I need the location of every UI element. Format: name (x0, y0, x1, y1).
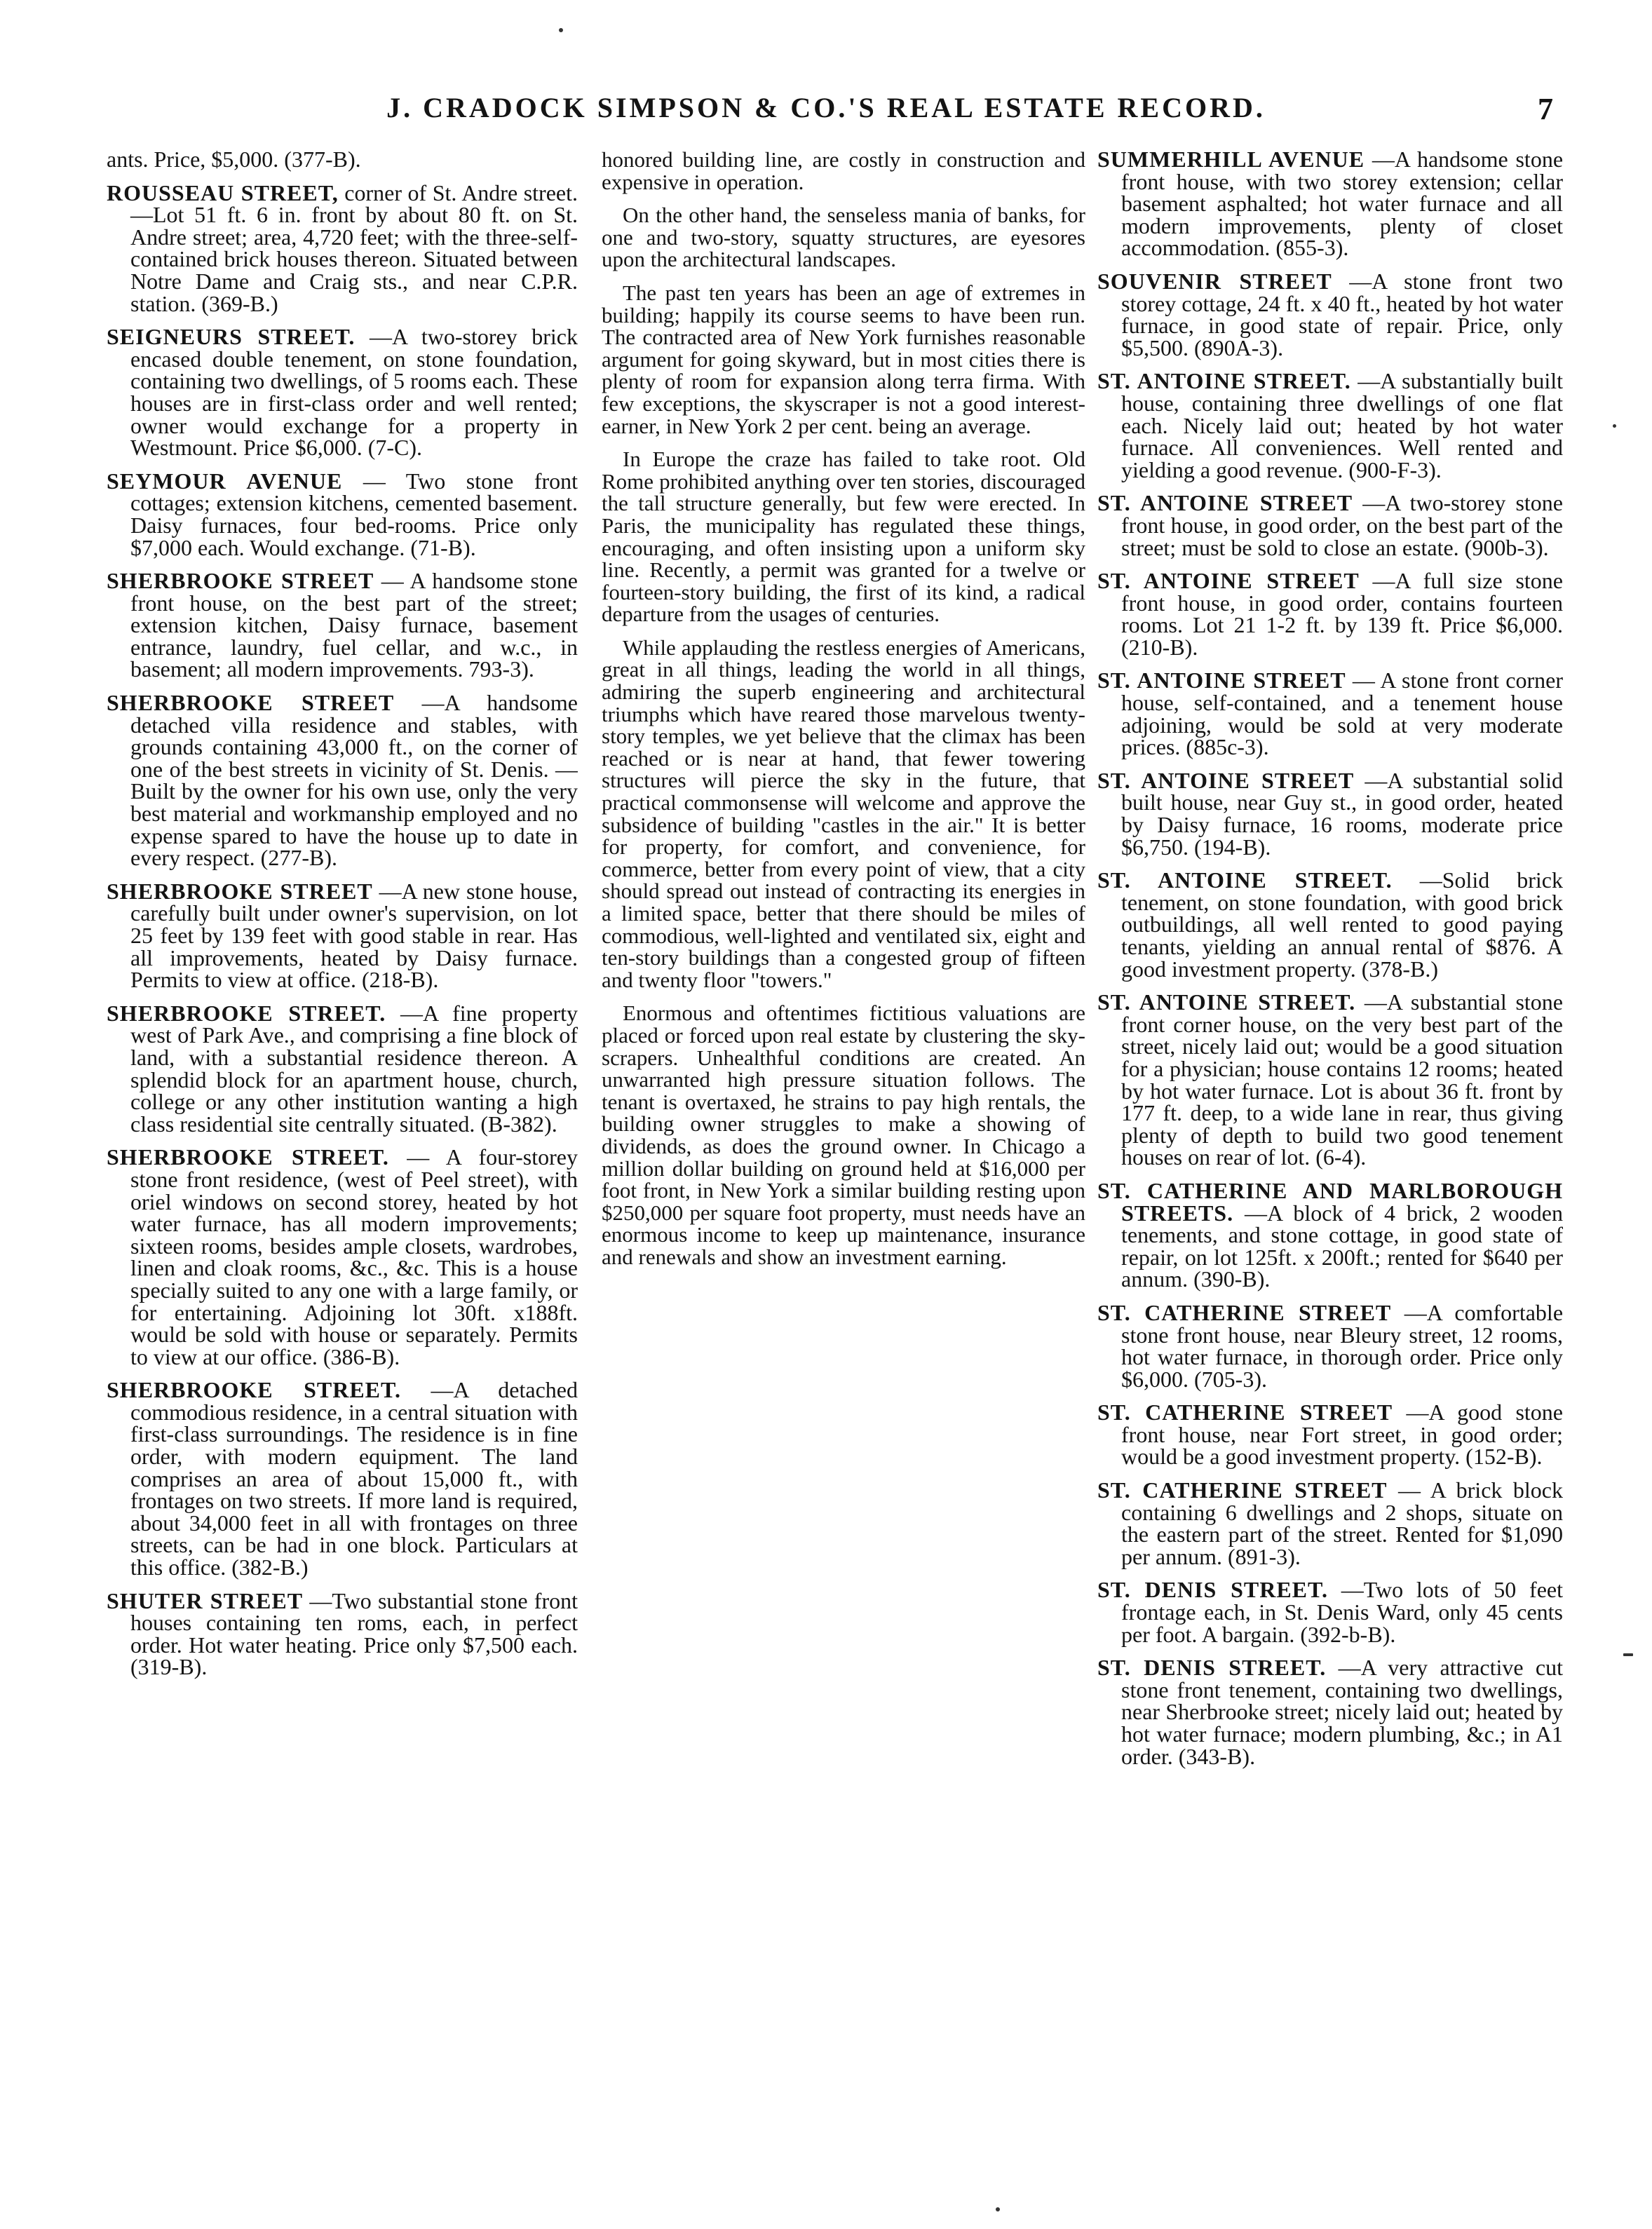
listing-text: ants. Price, $5,000. (377-B). (107, 149, 361, 172)
column-right (1097, 149, 1563, 2196)
listing-text: —A handsome stone front house, with two storey extension; cellar basement asphalted; hot water furnace and all modern improvements, plenty of closet accommodation. (855-3). (1121, 149, 1563, 261)
listing-entry (107, 1000, 578, 1137)
street-name: SHUTER STREET (107, 1587, 304, 1613)
listing-entry (107, 878, 578, 993)
listing-entry (1097, 767, 1563, 860)
listing-text: —A handsome detached villa residence and stables, with grounds containing 43,000 ft., on the corner of one of the best streets in vicinity of St. Denis. —Built by the owner for his own use, only the very best material and workmanship employed and no expense spared to have the house up to date in every respect. (277-B). (130, 690, 578, 871)
street-name: SHERBROOKE STREET (107, 878, 373, 904)
running-title: J. CRADOCK SIMPSON & CO.'S REAL ESTATE RECORD. (386, 92, 1266, 123)
article-paragraph: honored building line, are costly in construction and expensive in operation. (602, 149, 1085, 194)
article-paragraph: In Europe the craze has failed to take root. Old Rome prohibited anything over ten stories, discouraged the tall structure generally, but few were erected. In Paris, the municipality has regulated these things, encouraging, and often insisting upon a uniform sky line. Recently, a permit was granted for a twelve or fourteen-story building, the first of its kind, a radical departure from the usages of centuries. (602, 447, 1085, 627)
listing-text: —A very attractive cut stone front tenement, containing two dwellings, near Sherbrooke street; nicely laid out; heated by hot water furnace; modern plumbing, &c.; in A1 order. (343-B). (1121, 1655, 1563, 1769)
print-speck (996, 2207, 1000, 2211)
listing-text: —A detached commodious residence, in a central situation with first-class surroundings. The residence is in fine order, with modern equipment. The land comprises an area of about 15,000 ft., with frontages on two streets. If more land is required, about 34,000 feet in all with frontages on three streets, can be had in one block. Particulars at this office. (382-B.) (130, 1377, 578, 1580)
listing-entry (1097, 1579, 1563, 1646)
street-name: SUMMERHILL AVENUE (1097, 149, 1365, 172)
page-number: 7 (1538, 92, 1553, 126)
listing-entry (1097, 370, 1563, 481)
listing-entry (1097, 1299, 1563, 1392)
listing-entry (1097, 991, 1563, 1169)
listing-text: — Two stone front cottages; extension kitchens, cemented basement. Daisy furnaces, four bed-rooms. Price only $7,000 each. Would exchange. (71-B). (130, 468, 578, 560)
listing-entry (107, 692, 578, 869)
listing-text: — A brick block containing 6 dwellings and 2 shops, situate on the eastern part of the street. Rented for $1,090 per annum. (891-3). (1121, 1477, 1563, 1569)
listing-entry (107, 470, 578, 559)
listing-entry (107, 179, 578, 316)
article-paragraph: On the other hand, the senseless mania of banks, for one and two-story, squatty structures, are eyesores upon the architectural landscapes. (602, 203, 1085, 272)
article-paragraph: The past ten years has been an age of extremes in building; happily its course seems to have been run. The contracted area of New York furnishes reasonable argument for going skyward, but in most cities there is plenty of room for expansion along terra firma. With few exceptions, the skyscraper is not a good interest-earner, in New York 2 per cent. being an average. (602, 280, 1085, 438)
listing-entry (107, 1146, 578, 1368)
print-speck (559, 28, 563, 32)
listing-text: —Solid brick tenement, on stone foundation, with good brick outbuildings, all well rented to good paying tenants, yielding an annual rental of $876. A good investment property. (378-B.) (1121, 867, 1563, 982)
listing-text: — A stone front corner house, self-contained, and a tenement house adjoining, would be sold at very moderate prices. (885c-3). (1121, 668, 1563, 760)
street-name: ST. CATHERINE AND MARLBOROUGH STREETS. (1097, 1177, 1563, 1226)
street-name: SEYMOUR AVENUE (107, 468, 343, 494)
street-name: ST. CATHERINE STREET (1097, 1477, 1388, 1503)
listing-entry (1097, 1177, 1563, 1292)
listing-text: —A comfortable stone front house, near Bleury street, 12 rooms, hot water furnace, in thorough order. Price only $6,000. (705-3). (1121, 1299, 1563, 1392)
listing-entry (107, 1587, 578, 1680)
listing-text: —A substantially built house, containing three dwellings of one flat each. Nicely laid out; heated by hot water furnace. All conveniences. Well rented and yielding a good revenue. (900-F-3). (1121, 368, 1563, 482)
street-name: ST. DENIS STREET. (1097, 1577, 1328, 1603)
listing-entry (1097, 869, 1563, 980)
page-header (0, 91, 1652, 133)
street-name: SHERBROOKE STREET. (107, 1144, 389, 1170)
listing-text: —A new stone house, carefully built under owner's supervision, on lot 25 feet by 139 feet with good stable in rear. Has all improvements, heated by Daisy furnace. Permits to view at office. (218-B). (130, 878, 578, 993)
street-name: ROUSSEAU STREET, (107, 179, 339, 205)
listing-text: —Two substantial stone front houses containing ten roms, each, in perfect order. Hot water heating. Price only $7,500 each. (319-B). (130, 1587, 578, 1680)
street-name: ST. ANTOINE STREET (1097, 767, 1355, 793)
column-left (107, 149, 578, 2196)
listing-text: —A substantial solid built house, near Guy st., in good order, heated by Daisy furnace, 16 rooms, moderate price $6,750. (194-B). (1121, 767, 1563, 860)
street-name: SEIGNEURS STREET. (107, 324, 356, 350)
listing-text: —A full size stone front house, in good order, contains fourteen rooms. Lot 21 1-2 ft. by 139 ft. Price $6,000. (210-B). (1121, 568, 1563, 660)
listing-entry (1097, 570, 1563, 658)
street-name: ST. DENIS STREET. (1097, 1655, 1327, 1681)
listing-text: —A two-storey stone front house, in good order, on the best part of the street; must be sold to close an estate. (900b-3). (1121, 490, 1563, 560)
street-name: ST. ANTOINE STREET. (1097, 989, 1356, 1015)
print-speck (1623, 1653, 1633, 1656)
listing-entry (1097, 1479, 1563, 1568)
listing-entry (107, 570, 578, 681)
listing-entry (1097, 1657, 1563, 1768)
listing-text: —A substantial stone front corner house, on the very best part of the street, nicely laid out; would be a good situation for a physician; house contains 12 rooms; heated by hot water furnace. Lot is about 36 ft. front by 177 ft. deep, to a wide lane in rear, thus giving plenty of depth to build two good tenement houses on rear of lot. (6-4). (1121, 989, 1563, 1170)
street-name: ST. ANTOINE STREET. (1097, 867, 1393, 893)
street-name: SHERBROOKE STREET. (107, 1000, 386, 1026)
street-name: SHERBROOKE STREET (107, 568, 374, 594)
street-name: SHERBROOKE STREET (107, 690, 395, 716)
article-paragraph: Enormous and oftentimes fictitious valuations are placed or forced upon real estate by clustering the sky-scrapers. Unhealthful conditions are created. An unwarranted high pressure situation follows. The tenant is overtaxed, he strains to pay high rentals, the building owner struggles to make a showing of dividends, as does the ground owner. In Chicago a million dollar building on ground held at $16,000 per foot front, in New York a similar building resting upon $250,000 per square foot property, must needs have an enormous income to keep up maintenance, insurance and renewals and show an investment earning. (602, 1001, 1085, 1269)
listing-text: —A fine property west of Park Ave., and comprising a fine block of land, with a substantial residence thereon. A splendid block for an apartment house, church, college or any other institution wanting a high class residential site centrally situated. (B-382). (130, 1000, 578, 1137)
article-paragraph: While applauding the restless energies of Americans, great in all things, leading the world in all things, admiring the superb engineering and architectural triumphs which have reared those marvelous twenty-story temples, we yet believe that the climax has been reached or is near at hand, that fewer towering structures will pierce the sky in the future, that practical commonsense will welcome and approve the subsidence of building "castles in the air." It is better for property, for comfort, and convenience, for commerce, better from every point of view, that a city should spread out instead of contracting its energies in a limited space, better that there should be miles of commodious, well-lighted and ventilated six, eight and ten-story buildings than a congested group of fifteen and twenty floor "towers." (602, 635, 1085, 992)
listing-entry (107, 326, 578, 459)
street-name: ST. ANTOINE STREET. (1097, 368, 1351, 394)
listing-text: —A good stone front house, near Fort street, in good order; would be a good investment property. (152-B). (1121, 1400, 1563, 1470)
listing-entry (107, 149, 578, 171)
listing-entry (1097, 492, 1563, 559)
street-name: SHERBROOKE STREET. (107, 1377, 401, 1403)
street-name: SOUVENIR STREET (1097, 268, 1332, 294)
listing-entry (107, 1379, 578, 1578)
print-speck (1613, 424, 1616, 428)
street-name: ST. ANTOINE STREET (1097, 568, 1360, 594)
listing-text: — A four-storey stone front residence, (west of Peel street), with oriel windows on second storey, heated by hot water furnace, has all modern improvements; sixteen rooms, besides ample closets, wardrobes, linen and cloak rooms, &c., &c. This is a house specially suited to any one with a large family, or for entertaining. Adjoining lot 30ft. x188ft. would be sold with house or separately. Permits to view at our office. (386-B). (130, 1144, 578, 1369)
column-middle (602, 149, 1085, 2196)
listing-text: corner of St. Andre street.—Lot 51 ft. 6 in. front by about 80 ft. on St. Andre street; area, 4,720 feet; with the three-self-contained brick houses thereon. Situated between Notre Dame and Craig sts., and near C.P.R. station. (369-B.) (130, 179, 578, 316)
street-name: ST. ANTOINE STREET (1097, 668, 1346, 693)
listing-text: —Two lots of 50 feet frontage each, in St. Denis Ward, only 45 cents per foot. A bargain. (392-b-B). (1121, 1577, 1563, 1647)
street-name: ST. ANTOINE STREET (1097, 490, 1353, 516)
listing-text: —A two-storey brick encased double tenement, on stone foundation, containing two dwellings, of 5 rooms each. These houses are in first-class order and well rented; owner would exchange for a property in Westmount. Price $6,000. (7-C). (130, 324, 578, 461)
listing-entry (1097, 268, 1563, 360)
listing-entry (1097, 149, 1563, 259)
listing-entry (1097, 1402, 1563, 1468)
street-name: ST. CATHERINE STREET (1097, 1299, 1392, 1325)
listing-text: — A handsome stone front house, on the best part of the street; extension kitchen, Daisy furnace, basement entrance, laundry, fuel cellar, and w.c., in basement; all modern improvements. 793-3). (130, 568, 578, 682)
street-name: ST. CATHERINE STREET (1097, 1400, 1393, 1425)
listing-entry (1097, 670, 1563, 758)
listing-text: —A block of 4 brick, 2 wooden tenements, and stone cottage, in good state of repair, on lot 125ft. x 200ft.; rented for $640 per annum. (390-B). (1121, 1200, 1563, 1292)
listing-text: —A stone front two storey cottage, 24 ft. x 40 ft., heated by hot water furnace, in good state of repair. Price, only $5,500. (890A-3). (1121, 268, 1563, 360)
